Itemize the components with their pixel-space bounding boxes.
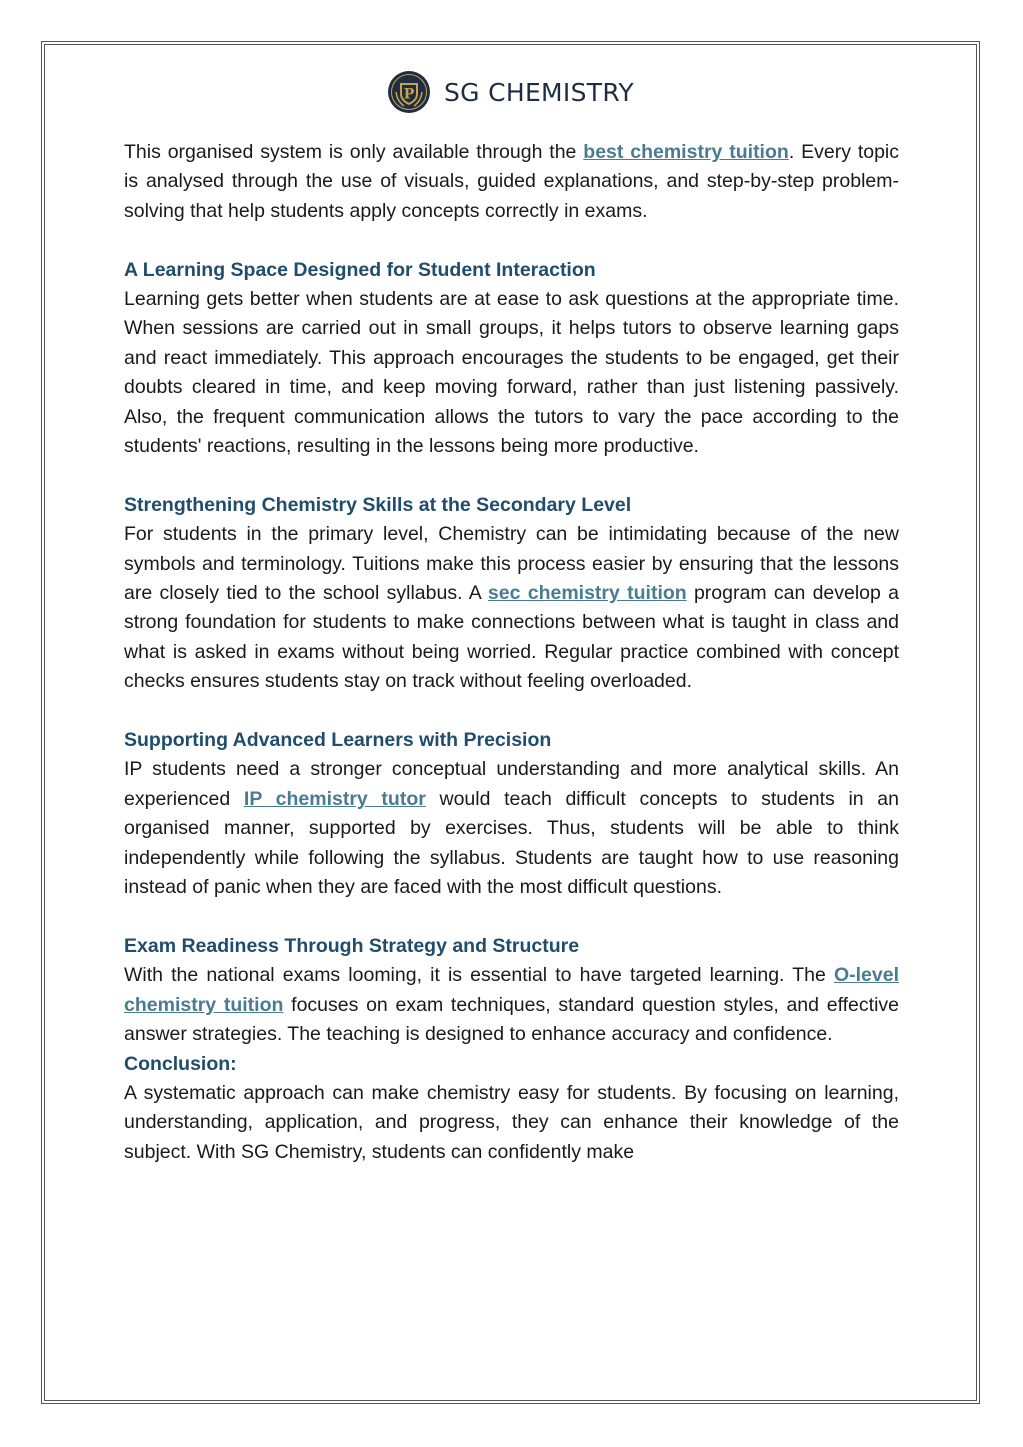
section4-heading: Exam Readiness Through Strategy and Structure [124, 934, 580, 957]
section1-paragraph: Learning gets better when students are at ease to ask questions at the appropriate time. When sessions are carried out in small groups, it helps tutors to observe learning gaps and react immediately. This approach encourages the students to be engaged, get their doubts cleared in time, and keep moving forward, rather than just listening passively. Also, the frequent communication allows the tutors to vary the pace according to the students' reactions, resulting in the lessons being more productive. [124, 288, 899, 458]
o-level-chemistry-tuition-link[interactable]: O-level chemistry tuition [124, 964, 899, 1016]
section2-text-after: program can develop a strong foundation for students to make connections between what is taught in class and what is asked in exams without being worried. Regular practice combined with concept checks ensures students stay on track without feeling overloaded. [124, 582, 899, 693]
brand-logo [387, 68, 634, 116]
brand-name: SG CHEMISTRY [444, 77, 634, 107]
section3-heading: Supporting Advanced Learners with Precision [124, 729, 552, 752]
conclusion-paragraph: A systematic approach can make chemistry easy for students. By focusing on learning, understanding, application, and progress, they can enhance their knowledge of the subject. With SG Chemistry, students can confidently make [124, 1081, 899, 1163]
best-chemistry-tuition-link[interactable]: best chemistry tuition [583, 141, 789, 163]
section2-heading: Strengthening Chemistry Skills at the Secondary Level [124, 493, 632, 516]
intro-text-after: . Every topic is analysed through the use of visuals, guided explanations, and step-by-step problem-solving that help students apply concepts correctly in exams. [124, 141, 900, 222]
section3-text-after: would teach difficult concepts to students in an organised manner, supported by exercises. Thus, students will be able to think independently while following the syllabus. Students are taught how to use reasoning instead of panic when they are faced with the most difficult questions. [124, 787, 899, 899]
section4-paragraph [124, 961, 899, 1049]
intro-text-before: This organised system is only available through the [124, 141, 584, 163]
section3-paragraph [124, 755, 899, 902]
intro-paragraph [124, 138, 899, 226]
sec-chemistry-tuition-link[interactable]: sec chemistry tuition [487, 582, 687, 605]
section1-heading: A Learning Space Designed for Student Interaction [124, 258, 596, 281]
section2-paragraph [124, 520, 899, 696]
ip-chemistry-tutor-link[interactable]: IP chemistry tutor [243, 787, 426, 810]
section2-text-before: For students in the primary level, Chemistry can be intimidating because of the new symbols and terminology. Tuitions make this process easier by ensuring that the lessons are closely tied to the school syllabus. A [124, 523, 899, 605]
section3-text-before: IP students need a stronger conceptual understanding and more analytical skills. An experienced [124, 758, 899, 810]
article-body [124, 138, 899, 1167]
shield-crest-icon [387, 70, 431, 114]
section4-text-before: With the national exams looming, it is essential to have targeted learning. The [124, 964, 834, 987]
section4-text-after: focuses on exam techniques, standard question styles, and effective answer strategies. The teaching is designed to enhance accuracy and confidence. [124, 993, 899, 1046]
logo-letter: P [403, 86, 415, 103]
conclusion-heading: Conclusion: [124, 1052, 237, 1075]
